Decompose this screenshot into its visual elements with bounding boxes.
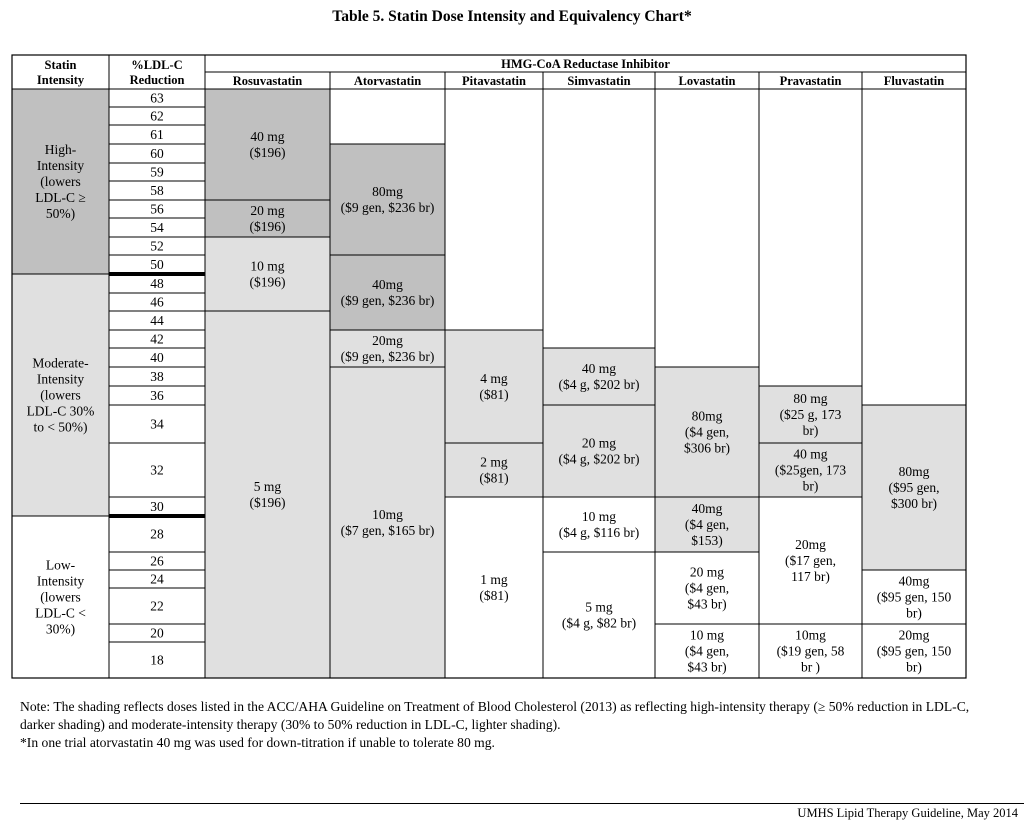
intensity-group-2-text-line: (lowers	[40, 589, 81, 605]
reduction-row-text	[150, 599, 164, 614]
reduction-row-text	[150, 146, 164, 161]
header-statin-intensity-line: Statin	[44, 57, 77, 72]
simvastatin-dose-text-line: 20 mg	[581, 435, 617, 451]
rosuvastatin-dose-text-line: ($196)	[249, 495, 286, 511]
atorvastatin-dose-text-line: ($9 gen, $236 br)	[340, 293, 435, 309]
reduction-row-text	[150, 499, 164, 514]
header-drug-lovastatin-line: Lovastatin	[678, 73, 736, 88]
simvastatin-dose-text-line: ($4 g, $116 br)	[558, 525, 640, 541]
header-drug-pitavastatin-line: Pitavastatin	[462, 73, 526, 88]
header-drug-rosuvastatin	[233, 74, 303, 88]
intensity-group-1-text-line: (lowers	[40, 387, 81, 403]
atorvastatin-dose-text-line: 80mg	[372, 184, 403, 200]
rosuvastatin-dose-text-line: ($196)	[249, 145, 286, 161]
pitavastatin-dose-text-line: ($81)	[479, 470, 509, 486]
header-drug-rosuvastatin-line: Rosuvastatin	[232, 73, 303, 88]
reduction-row-text	[150, 109, 164, 124]
header-drug-simvastatin-line: Simvastatin	[567, 73, 631, 88]
reduction-row-text-line: 62	[150, 108, 164, 124]
note-block	[20, 698, 1000, 752]
table-title: Table 5. Statin Dose Intensity and Equivalency Chart*	[332, 8, 692, 25]
reduction-row-text-line: 24	[150, 571, 164, 587]
reduction-row-text	[150, 527, 164, 542]
rosuvastatin-dose-text-line: 40 mg	[250, 129, 285, 145]
reduction-row-text-line: 58	[150, 183, 164, 199]
pravastatin-dose-text-line: ($17 gen,	[785, 553, 836, 569]
intensity-group-1-text-line: to < 50%)	[33, 419, 88, 435]
rosuvastatin-dose-text	[250, 259, 286, 290]
rosuvastatin-dose-text-line: 5 mg	[253, 479, 282, 495]
header-ldl-reduction-line: Reduction	[129, 72, 185, 87]
simvastatin-dose-text-line: 40 mg	[581, 361, 617, 377]
lovastatin-dose-text-line: ($4 gen,	[684, 424, 730, 440]
reduction-row-text-line: 54	[150, 220, 164, 236]
reduction-row-text	[150, 127, 164, 142]
pitavastatin-empty	[445, 89, 543, 330]
header-ldl-reduction-line: %LDL-C	[131, 57, 183, 72]
lovastatin-dose-text-line: $43 br)	[687, 596, 727, 612]
footnote: *In one trial atorvastatin 40 mg was used for down-titration if unable to tolerate 80 mg.	[20, 735, 495, 750]
reduction-row-text-line: 60	[150, 146, 164, 162]
header-drug-simvastatin	[567, 74, 630, 88]
header-drug-pitavastatin	[462, 74, 526, 88]
reduction-row-text	[150, 239, 164, 254]
rosuvastatin-dose-text-line: 20 mg	[250, 203, 285, 219]
simvastatin-empty	[543, 89, 655, 348]
lovastatin-dose-text-line: $43 br)	[687, 659, 727, 675]
atorvastatin-dose-text-line: ($9 gen, $236 br)	[340, 349, 435, 365]
intensity-group-1-text-line: Moderate-	[32, 355, 89, 371]
reduction-row-text-line: 52	[150, 238, 164, 254]
fluvastatin-dose-text-line: 20mg	[898, 627, 930, 643]
header-hmg-coa-line: HMG-CoA Reductase Inhibitor	[501, 56, 670, 71]
pravastatin-dose-text-line: br)	[802, 478, 819, 494]
simvastatin-dose-text-line: 5 mg	[585, 599, 613, 615]
reduction-row-text	[150, 572, 164, 587]
reduction-row-text	[150, 626, 164, 641]
pravastatin-dose-text-line: 40 mg	[793, 446, 828, 462]
intensity-group-0-text-line: (lowers	[40, 174, 81, 190]
intensity-group-1-text-line: Intensity	[36, 371, 85, 387]
header-statin-intensity-line: Intensity	[36, 72, 85, 87]
rosuvastatin-dose-text	[250, 203, 286, 234]
intensity-group-0-text-line: LDL-C ≥	[35, 190, 86, 206]
reduction-row-text	[150, 313, 164, 328]
footer-text: UMHS Lipid Therapy Guideline, May 2014	[797, 806, 1018, 820]
pravastatin-dose-text-line: 20mg	[795, 537, 826, 553]
reduction-row-text-line: 48	[150, 276, 164, 292]
reduction-row-text	[150, 183, 164, 198]
simvastatin-dose-text-line: ($4 g, $202 br)	[558, 377, 640, 393]
reduction-row-text-line: 30	[150, 499, 164, 515]
header-drug-fluvastatin-line: Fluvastatin	[883, 73, 945, 88]
reduction-row-text-line: 61	[150, 127, 164, 143]
lovastatin-dose-text-line: 40mg	[691, 501, 723, 517]
pravastatin-dose-text-line: ($25gen, 173	[774, 462, 847, 478]
reduction-row-text-line: 50	[150, 257, 164, 273]
simvastatin-dose-text-line: ($4 g, $82 br)	[561, 615, 637, 631]
pravastatin-dose-text-line: br)	[802, 423, 819, 439]
fluvastatin-dose-text-line: 80mg	[898, 464, 930, 480]
reduction-row-text	[150, 332, 164, 347]
lovastatin-dose-text-line: 10 mg	[689, 627, 725, 643]
reduction-row-text-line: 38	[150, 369, 164, 385]
reduction-row-text	[150, 91, 164, 106]
header-drug-pravastatin	[780, 74, 842, 88]
pitavastatin-dose-text	[479, 572, 508, 603]
pravastatin-dose-text-line: 10mg	[795, 627, 826, 643]
fluvastatin-dose-text-line: ($95 gen, 150	[876, 589, 952, 605]
reduction-row-text-line: 18	[150, 652, 164, 668]
fluvastatin-dose-text-line: ($95 gen, 150	[876, 643, 952, 659]
reduction-row-text-line: 56	[150, 201, 164, 217]
lovastatin-dose-text-line: $306 br)	[683, 440, 731, 456]
pitavastatin-dose-text	[479, 371, 508, 402]
intensity-group-2-text-line: LDL-C <	[35, 605, 86, 621]
fluvastatin-dose-text-line: br)	[906, 659, 922, 675]
reduction-row-text-line: 40	[150, 350, 164, 366]
reduction-row-text	[150, 388, 164, 403]
intensity-group-2-text-line: Intensity	[36, 573, 85, 589]
fluvastatin-empty	[862, 89, 966, 405]
pitavastatin-dose-text	[479, 455, 508, 486]
pitavastatin-dose-text-line: 1 mg	[480, 572, 508, 588]
reduction-row-text	[150, 417, 164, 432]
intensity-group-2-text-line: 30%)	[45, 621, 76, 637]
fluvastatin-dose-text-line: br)	[906, 605, 922, 621]
header-drug-lovastatin	[679, 74, 736, 88]
reduction-row-text	[150, 369, 164, 384]
atorvastatin-dose-text-line: 20mg	[372, 333, 403, 349]
shading-note: Note: The shading reflects doses listed in the ACC/AHA Guideline on Treatment of Blood Cholesterol (2013) as reflecting high-intensity therapy (≥ 50% reduction in LDL-C, darker shading) and moderate-intensity therapy (30% to 50% reduction in LDL-C, lighter shading).	[20, 699, 970, 732]
reduction-row-text	[150, 554, 164, 569]
atorvastatin-empty	[330, 89, 445, 144]
reduction-row-text	[150, 220, 164, 235]
simvastatin-dose-text-line: 10 mg	[581, 509, 617, 525]
reduction-row-text-line: 42	[150, 331, 164, 347]
rosuvastatin-dose-text	[250, 479, 286, 510]
rosuvastatin-dose-text-line: 10 mg	[250, 258, 285, 274]
fluvastatin-dose-text-line: ($95 gen,	[888, 480, 940, 496]
reduction-row-text-line: 22	[150, 598, 164, 614]
pitavastatin-dose-text-line: ($81)	[479, 387, 509, 403]
rosuvastatin-dose-text	[250, 129, 286, 160]
header-drug-pravastatin-line: Pravastatin	[779, 73, 842, 88]
reduction-row-text-line: 59	[150, 164, 164, 180]
reduction-row-text-line: 28	[150, 526, 164, 542]
atorvastatin-dose-text-line: ($7 gen, $165 br)	[340, 523, 435, 539]
pravastatin-dose-text-line: ($25 g, 173	[779, 407, 842, 423]
reduction-row-text-line: 32	[150, 462, 164, 478]
header-drug-atorvastatin-line: Atorvastatin	[353, 73, 422, 88]
pravastatin-dose-text-line: ($19 gen, 58	[776, 643, 845, 659]
intensity-group-0-text-line: High-	[44, 142, 77, 158]
lovastatin-empty	[655, 89, 759, 367]
reduction-row-text	[150, 350, 164, 365]
reduction-row-text-line: 46	[150, 294, 164, 310]
lovastatin-dose-text-line: 20 mg	[689, 564, 725, 580]
reduction-row-text	[150, 276, 164, 291]
reduction-row-text-line: 36	[150, 388, 164, 404]
rosuvastatin-dose-text-line: ($196)	[249, 274, 286, 290]
pravastatin-dose-text-line: 117 br)	[791, 569, 830, 585]
reduction-row-text-line: 34	[150, 416, 164, 432]
fluvastatin-dose-text-line: $300 br)	[890, 496, 938, 512]
pravastatin-empty	[759, 89, 862, 386]
footer-rule	[20, 803, 1024, 804]
lovastatin-dose-text-line: ($4 gen,	[684, 517, 730, 533]
fluvastatin-dose-text-line: 40mg	[898, 573, 930, 589]
header-hmg-coa	[501, 57, 670, 71]
lovastatin-dose-text-line: ($4 gen,	[684, 580, 730, 596]
atorvastatin-dose-text-line: ($9 gen, $236 br)	[340, 200, 435, 216]
reduction-row-text-line: 63	[150, 90, 164, 106]
atorvastatin-dose-text-line: 40mg	[372, 277, 403, 293]
header-drug-fluvastatin	[884, 74, 944, 88]
simvastatin-dose-text-line: ($4 g, $202 br)	[558, 451, 640, 467]
header-drug-atorvastatin	[354, 74, 421, 88]
intensity-group-2-text-line: Low-	[45, 557, 76, 573]
rosuvastatin-dose-text-line: ($196)	[249, 219, 286, 235]
atorvastatin-dose-text-line: 10mg	[372, 507, 403, 523]
pravastatin-dose-text-line: 80 mg	[793, 391, 828, 407]
lovastatin-dose-text-line: $153)	[691, 533, 723, 549]
pitavastatin-dose-text-line: 4 mg	[480, 371, 508, 387]
lovastatin-dose-text-line: ($4 gen,	[684, 643, 730, 659]
reduction-row-text	[150, 257, 164, 272]
reduction-row-text	[150, 653, 164, 668]
lovastatin-dose-text	[685, 628, 729, 675]
reduction-row-text	[150, 295, 164, 310]
reduction-row-text-line: 26	[150, 553, 164, 569]
reduction-row-text	[150, 202, 164, 217]
reduction-row-text	[150, 165, 164, 180]
reduction-row-text-line: 20	[150, 625, 164, 641]
pitavastatin-dose-text-line: 2 mg	[480, 454, 508, 470]
reduction-row-text	[150, 463, 164, 478]
intensity-group-0-text-line: 50%)	[45, 206, 76, 222]
lovastatin-dose-text-line: 80mg	[691, 408, 723, 424]
intensity-group-0-text-line: Intensity	[36, 158, 85, 174]
reduction-row-text-line: 44	[150, 313, 164, 329]
header-ldl-reduction	[130, 58, 185, 87]
lovastatin-dose-text	[685, 565, 729, 612]
intensity-group-1-text-line: LDL-C 30%	[26, 403, 95, 419]
pravastatin-dose-text-line: br )	[800, 659, 821, 675]
pitavastatin-dose-text-line: ($81)	[479, 588, 509, 604]
